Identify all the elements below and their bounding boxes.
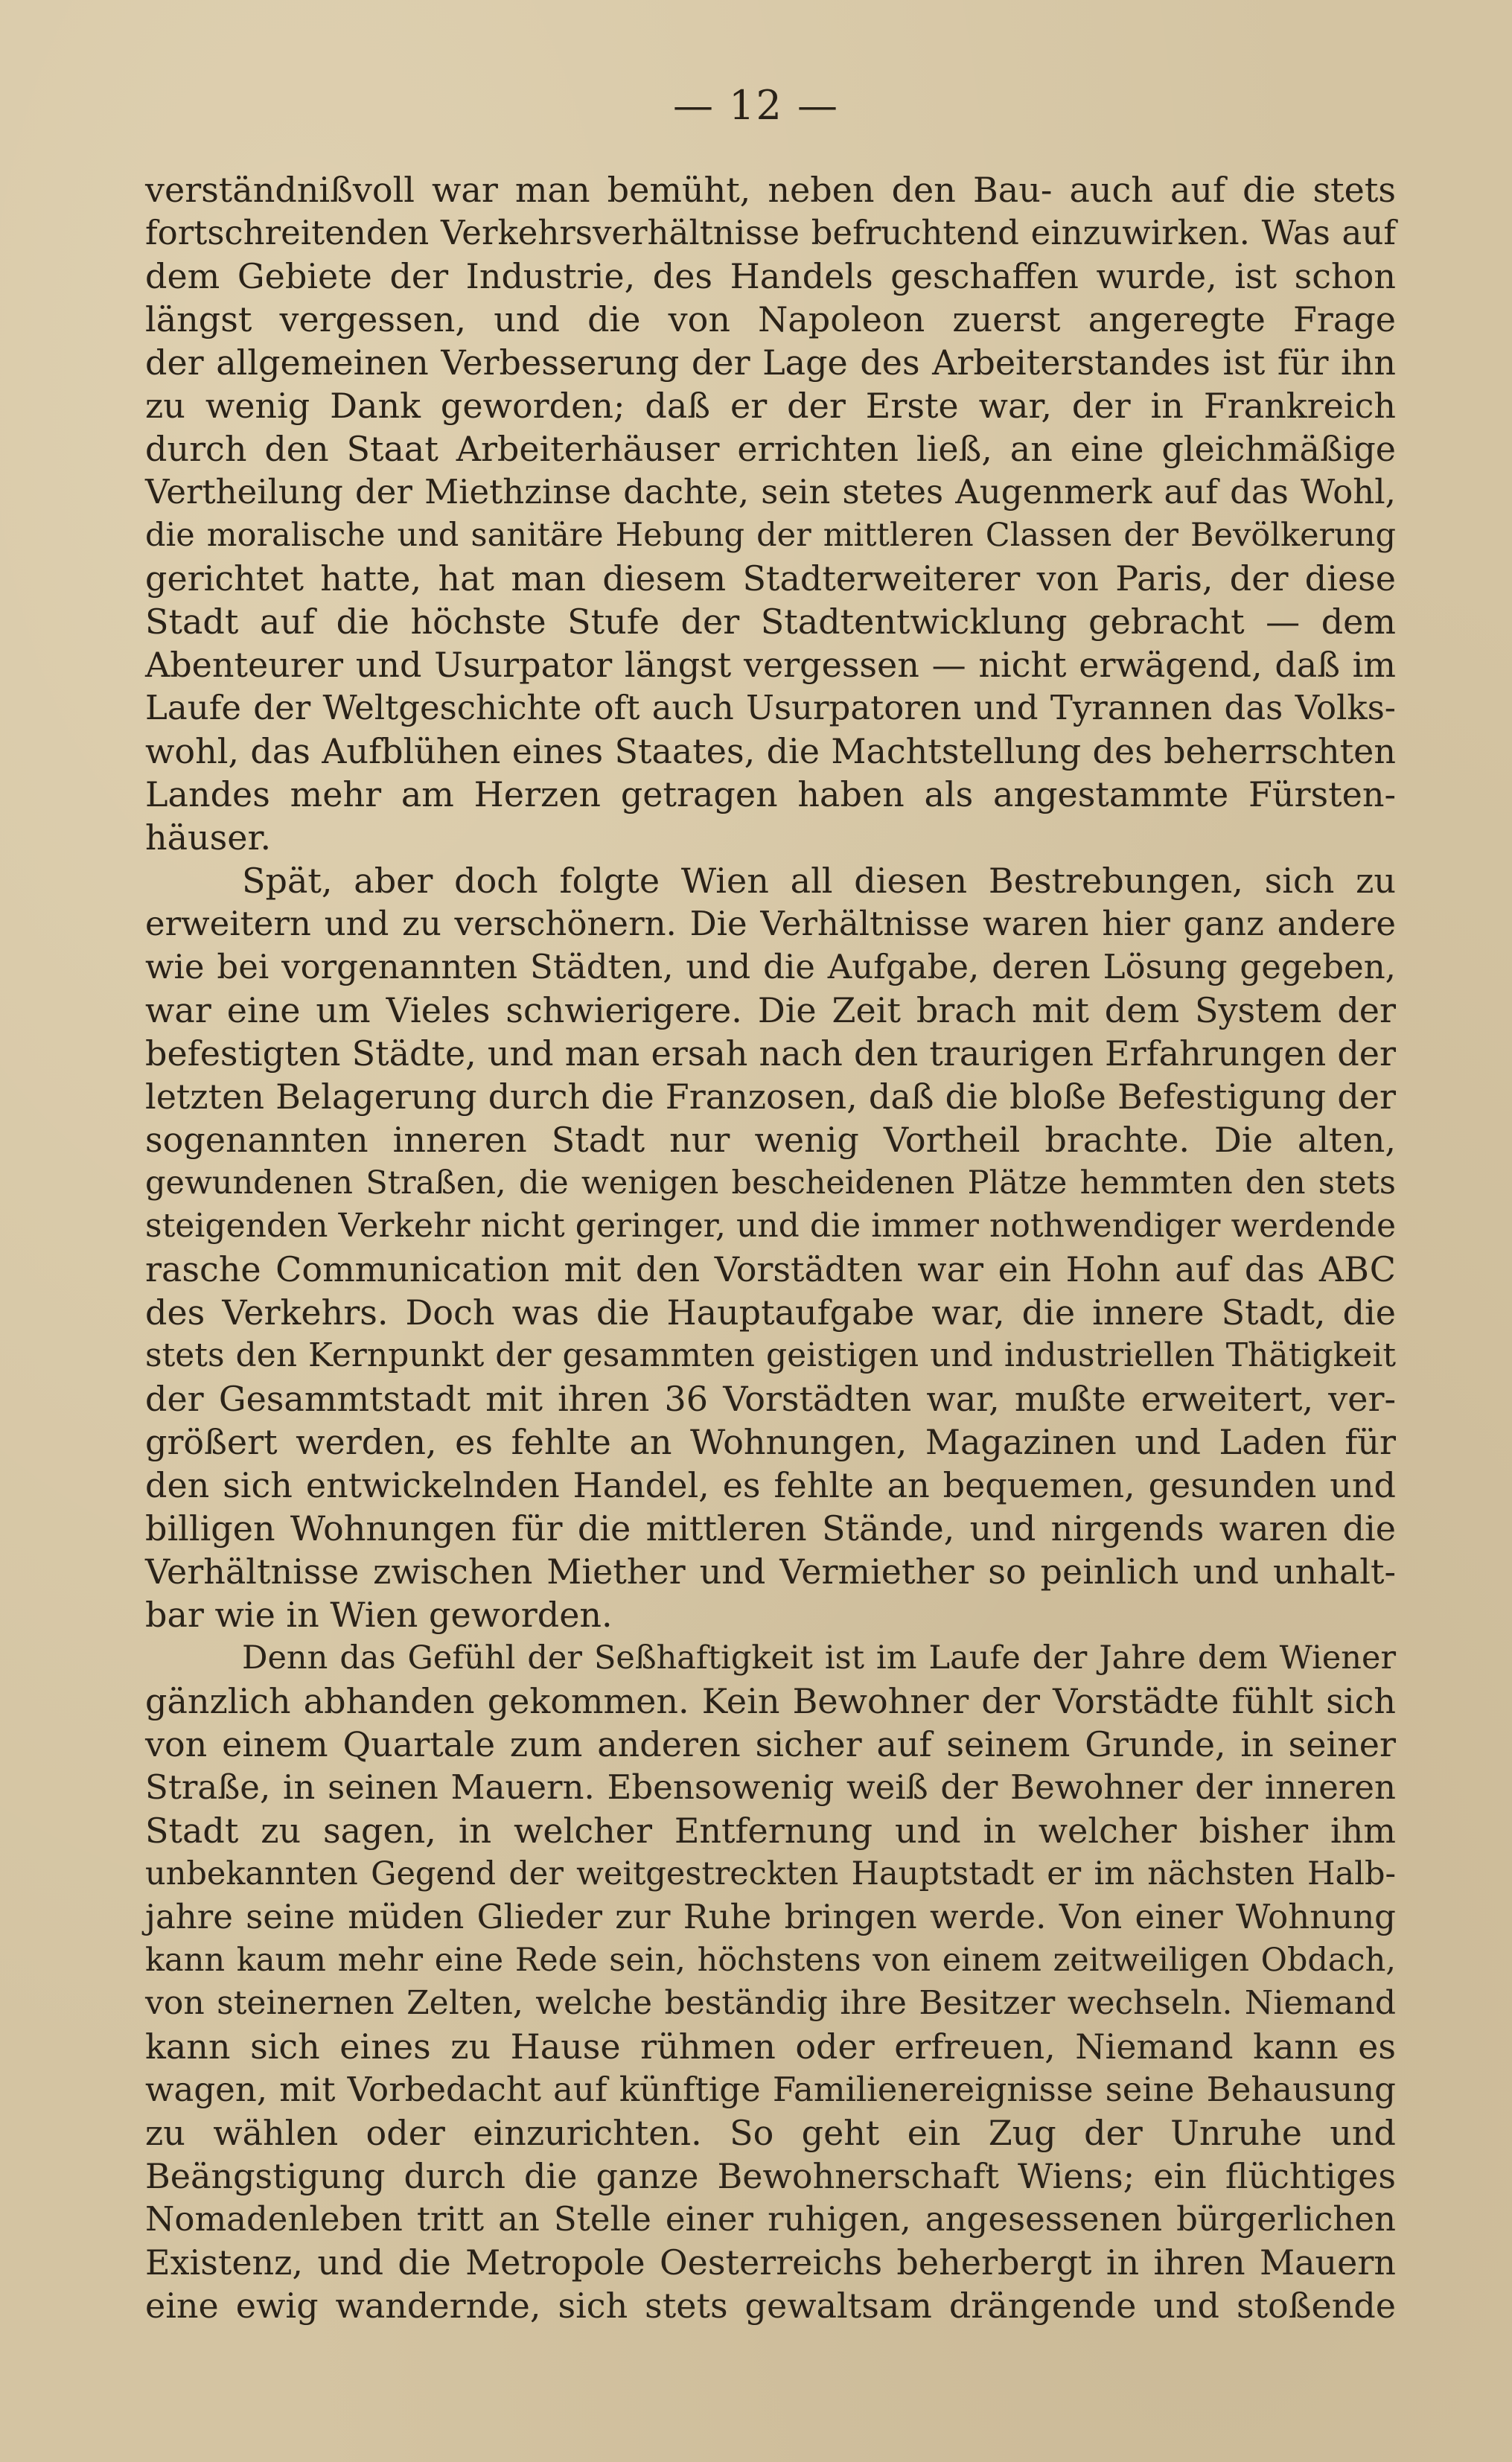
body-text <box>145 168 1396 2327</box>
text-line: steigenden Verkehr nicht geringer, und die immer nothwendiger werdende <box>145 1207 1396 1245</box>
text-line: von einem Quartale zum anderen sicher auf seinem Grunde, in seiner <box>145 1724 1396 1764</box>
text-line: häuser. <box>145 817 272 858</box>
text-line: Existenz, und die Metropole Oesterreichs beherbergt in ihren Mauern <box>145 2242 1396 2283</box>
text-line: zu wenig Dank geworden; daß er der Erste war, der in Frankreich <box>145 386 1396 426</box>
text-line: eine ewig wandernde, sich stets gewaltsam drängende und stoßende <box>145 2286 1396 2326</box>
text-line: gewundenen Straßen, die wenigen bescheidenen Plätze hemmten den stets <box>145 1164 1396 1202</box>
text-line: des Verkehrs. Doch was die Hauptaufgabe war, die innere Stadt, die <box>145 1292 1396 1333</box>
text-line: Verhältnisse zwischen Miether und Vermiether so peinlich und unhalt- <box>145 1551 1396 1592</box>
text-line: Nomadenleben tritt an Stelle einer ruhigen, angesessenen bürgerlichen <box>145 2199 1396 2239</box>
text-line: fortschreitenden Verkehrsverhältnisse befruchtend einzuwirken. Was auf <box>145 213 1396 252</box>
text-line: kann sich eines zu Hause rühmen oder erfreuen, Niemand kann es <box>145 2026 1396 2067</box>
text-line: befestigten Städte, und man ersah nach den traurigen Erfahrungen der <box>145 1033 1396 1074</box>
text-line: Stadt auf die höchste Stufe der Stadtentwicklung gebracht — dem <box>145 602 1396 642</box>
text-line: Abenteurer und Usurpator längst vergessen — nicht erwägend, daß im <box>145 645 1396 685</box>
paragraph <box>145 1636 1396 2327</box>
text-line: größert werden, es fehlte an Wohnungen, Magazinen und Laden für <box>145 1422 1396 1462</box>
text-line: rasche Communication mit den Vorstädten war ein Hohn auf das ABC <box>145 1249 1396 1289</box>
text-line: bar wie in Wien geworden. <box>145 1595 613 1635</box>
text-line: Landes mehr am Herzen getragen haben als angestammte Fürsten- <box>145 774 1396 814</box>
text-line: der Gesammtstadt mit ihren 36 Vorstädten war, mußte erweitert, ver- <box>145 1379 1396 1419</box>
text-line: zu wählen oder einzurichten. So geht ein Zug der Unruhe und <box>145 2113 1396 2153</box>
text-line: unbekannten Gegend der weitgestreckten Hauptstadt er im nächsten Halb- <box>145 1855 1396 1892</box>
text-line: dem Gebiete der Industrie, des Handels geschaffen wurde, ist schon <box>145 256 1396 296</box>
text-line: durch den Staat Arbeiterhäuser errichten ließ, an eine gleichmäßige <box>145 429 1396 469</box>
paragraph <box>145 859 1396 1636</box>
text-line: den sich entwickelnden Handel, es fehlte an bequemen, gesunden und <box>145 1465 1396 1505</box>
text-line: war eine um Vieles schwierigere. Die Zeit brach mit dem System der <box>145 990 1396 1030</box>
text-line: von steinernen Zelten, welche beständig ihre Besitzer wechseln. Niemand <box>145 1984 1396 2022</box>
text-line: gänzlich abhanden gekommen. Kein Bewohner der Vorstädte fühlt sich <box>145 1681 1396 1721</box>
text-line: stets den Kernpunkt der gesammten geistigen und industriellen Thätigkeit <box>145 1336 1396 1374</box>
text-line: Spät, aber doch folgte Wien all diesen Bestrebungen, sich zu <box>242 861 1396 901</box>
text-line: die moralische und sanitäre Hebung der mittleren Classen der Bevölkerung <box>145 517 1396 554</box>
text-line: Laufe der Weltgeschichte oft auch Usurpatoren und Tyrannen das Volks- <box>145 688 1396 727</box>
text-line: Denn das Gefühl der Seßhaftigkeit ist im Laufe der Jahre dem Wiener <box>242 1639 1396 1677</box>
text-line: Beängstigung durch die ganze Bewohnerschaft Wiens; ein flüchtiges <box>145 2156 1396 2196</box>
paragraph <box>145 168 1396 859</box>
text-line: wie bei vorgenannten Städten, und die Aufgabe, deren Lösung gegeben, <box>145 947 1396 986</box>
text-line: der allgemeinen Verbesserung der Lage des Arbeiterstandes ist für ihn <box>145 342 1396 383</box>
text-line: Straße, in seinen Mauern. Ebensowenig weiß der Bewohner der inneren <box>145 1767 1396 1807</box>
text-line: kann kaum mehr eine Rede sein, höchstens von einem zeitweiligen Obdach, <box>145 1942 1396 1979</box>
text-line: sogenannten inneren Stadt nur wenig Vortheil brachte. Die alten, <box>145 1120 1396 1160</box>
text-line: gerichtet hatte, hat man diesem Stadterweiterer von Paris, der diese <box>145 558 1396 599</box>
text-line: wohl, das Aufblühen eines Staates, die Machtstellung des beherrschten <box>145 731 1396 771</box>
text-line: jahre seine müden Glieder zur Ruhe bringen werde. Von einer Wohnung <box>145 1897 1396 1936</box>
text-line: verständnißvoll war man bemüht, neben den Bau- auch auf die stets <box>145 170 1396 210</box>
text-line: wagen, mit Vorbedacht auf künftige Familienereignisse seine Behausung <box>145 2070 1396 2109</box>
text-line: Vertheilung der Miethzinse dachte, sein stetes Augenmerk auf das Wohl, <box>145 472 1396 511</box>
text-line: letzten Belagerung durch die Franzosen, daß die bloße Befestigung der <box>145 1077 1396 1117</box>
text-line: billigen Wohnungen für die mittleren Stände, und nirgends waren die <box>145 1508 1396 1549</box>
text-line: längst vergessen, und die von Napoleon zuerst angeregte Frage <box>145 299 1396 339</box>
text-line: Stadt zu sagen, in welcher Entfernung und in welcher bisher ihm <box>145 1811 1396 1851</box>
page-number: — 12 — <box>672 82 840 129</box>
text-line: erweitern und zu verschönern. Die Verhältnisse waren hier ganz andere <box>145 904 1396 943</box>
